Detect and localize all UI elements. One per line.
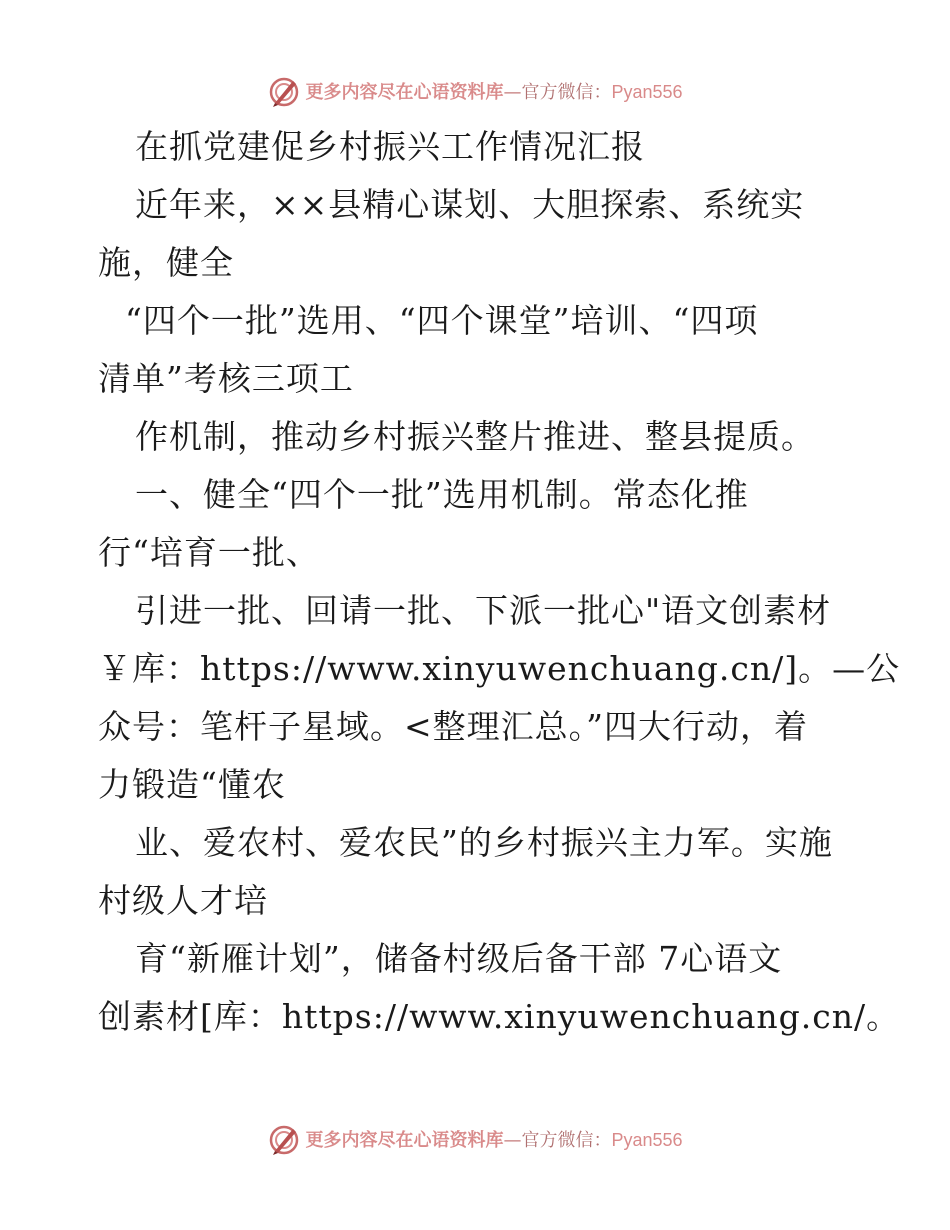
paragraph-line: 清单”考核三项工 bbox=[98, 359, 354, 398]
paragraph-line: 力锻造“懂农 bbox=[98, 765, 286, 804]
paragraph-line: 众号：笔杆子星域。<整理汇总。”四大行动，着 bbox=[98, 707, 809, 746]
footer-banner bbox=[0, 1120, 950, 1160]
paragraph-line: “四个一批”选用、“四个课堂”培训、“四项 bbox=[125, 301, 759, 340]
banner-separator: — bbox=[503, 1129, 522, 1151]
paragraph-line: 引进一批、回请一批、下派一批心"语文创素材 bbox=[135, 591, 832, 630]
banner-wechat-label: 官方微信： bbox=[521, 81, 612, 103]
paragraph-line: 施，健全 bbox=[98, 243, 234, 282]
quill-logo-icon bbox=[267, 75, 301, 109]
banner-slogan: 更多内容尽在心语资料库 bbox=[305, 1129, 504, 1151]
paragraph-line: 作机制，推动乡村振兴整片推进、整县提质。 bbox=[135, 417, 815, 456]
banner-wechat-label: 官方微信： bbox=[521, 1129, 612, 1151]
banner-wechat-id: Pyan556 bbox=[611, 1129, 683, 1150]
quill-logo-icon bbox=[267, 1123, 301, 1157]
paragraph-line: ￥库：https://www.xinyuwenchuang.cn/]。—公 bbox=[98, 649, 901, 688]
paragraph-line: 创素材[库：https://www.xinyuwenchuang.cn/。 bbox=[98, 997, 901, 1036]
document-body bbox=[98, 118, 901, 1046]
banner-separator: — bbox=[503, 81, 522, 103]
paragraph-line: 行“培育一批、 bbox=[98, 533, 320, 572]
document-title: 在抓党建促乡村振兴工作情况汇报 bbox=[135, 127, 645, 166]
banner-wechat-id: Pyan556 bbox=[611, 81, 683, 102]
paragraph-line: 村级人才培 bbox=[98, 881, 268, 920]
paragraph-line: 近年来，××县精心谋划、大胆探索、系统实 bbox=[135, 185, 805, 224]
header-banner bbox=[0, 72, 950, 112]
paragraph-line: 一、健全“四个一批”选用机制。常态化推 bbox=[135, 475, 749, 514]
banner-slogan: 更多内容尽在心语资料库 bbox=[305, 81, 504, 103]
paragraph-line: 业、爱农村、爱农民”的乡村振兴主力军。实施 bbox=[135, 823, 833, 862]
paragraph-line: 育“新雁计划”，储备村级后备干部 7心语文 bbox=[135, 939, 783, 978]
